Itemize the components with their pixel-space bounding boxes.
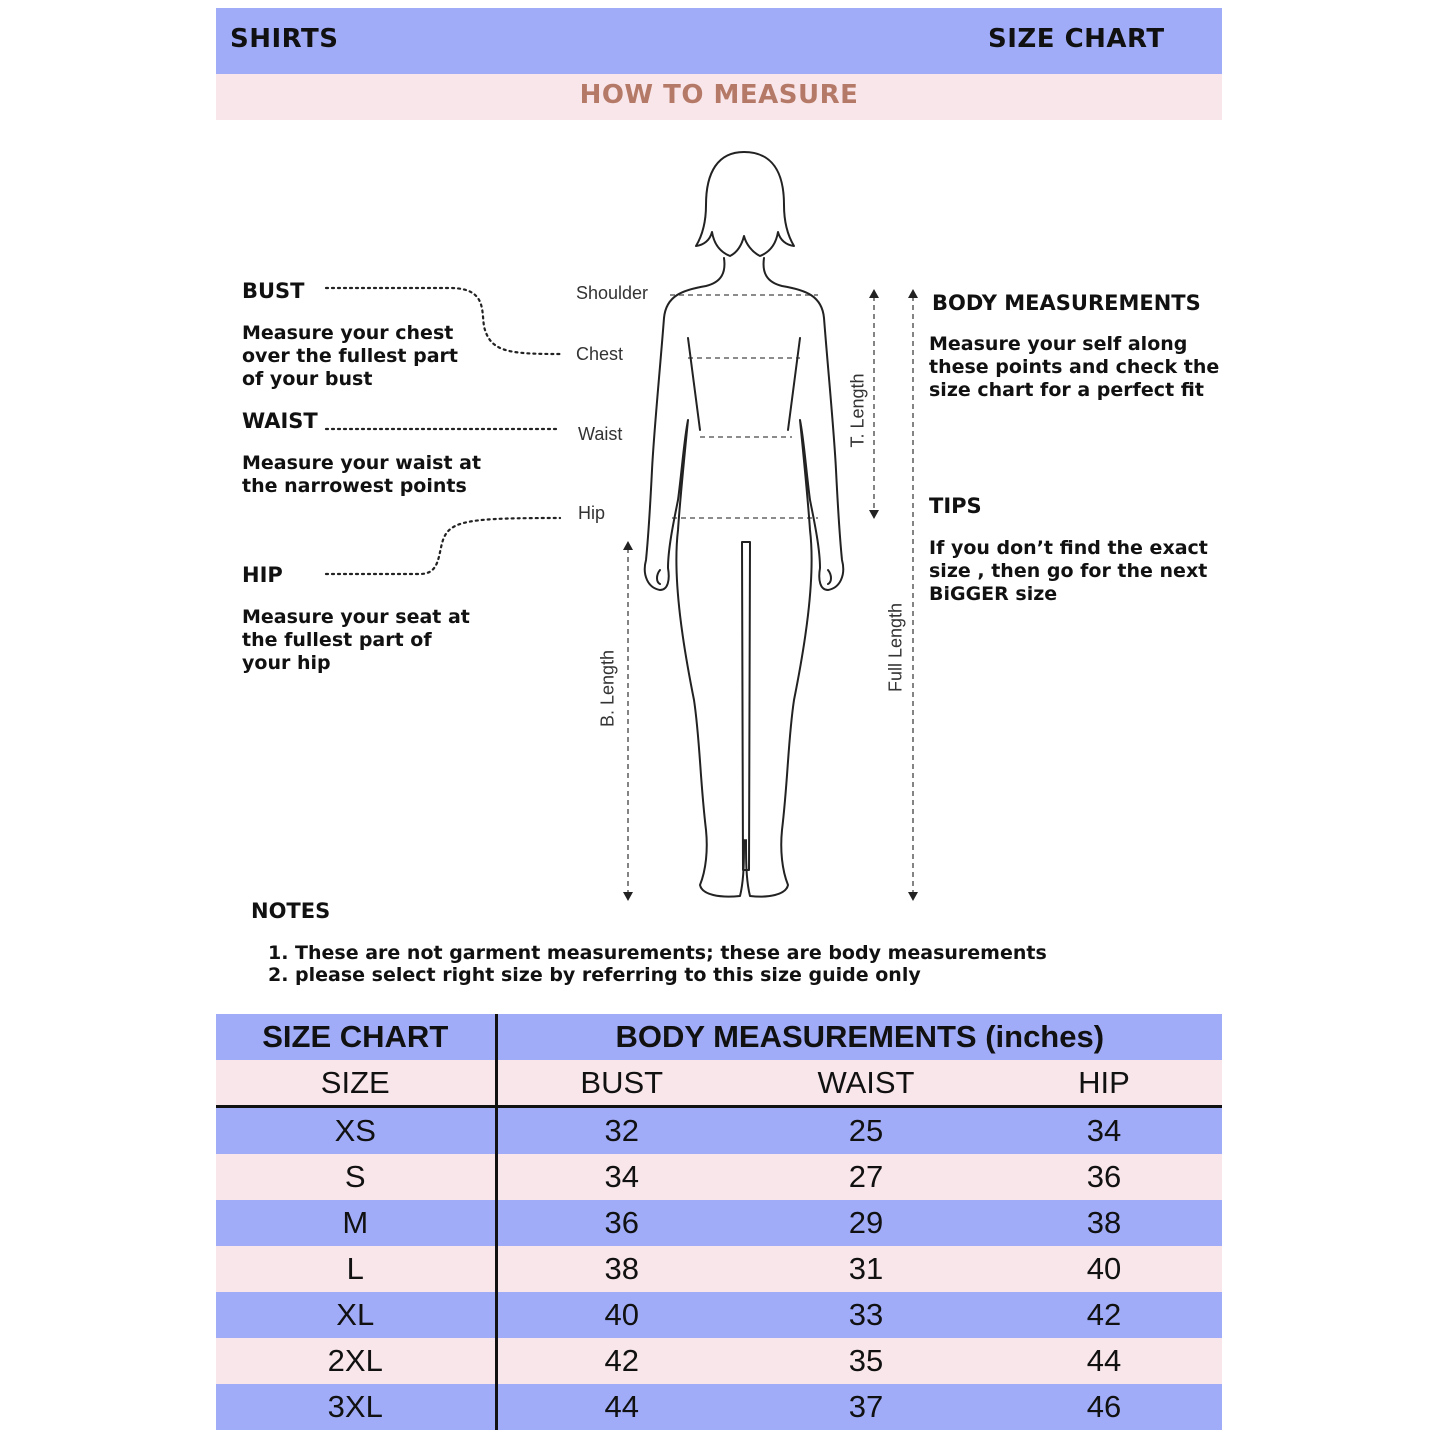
arrow-up-icon [908,289,918,298]
bust-cell: 40 [496,1292,746,1338]
note-item: 2. please select right size by referring to this size guide only [268,964,921,986]
table-row [216,1107,1222,1155]
arrow-down-icon [623,892,633,901]
tips-description [929,537,1208,606]
bust-line-2: over the fullest part [242,345,459,367]
tips-line-1: If you don’t find the exact [929,537,1208,559]
bust-cell: 36 [496,1200,746,1246]
body-measurements-title: BODY MEASUREMENTS [932,291,1201,315]
t-length-label: T. Length [847,373,868,448]
hip-cell: 42 [986,1292,1222,1338]
hip-line-1: Measure your seat at [242,606,470,628]
waist-cell: 27 [746,1154,986,1200]
waist-line-1: Measure your waist at [242,452,482,474]
waist-cell: 35 [746,1338,986,1384]
bust-title: BUST [242,279,305,303]
table-title-row [216,1014,1222,1060]
bust-pointer-line [326,288,560,354]
header-left-title: SHIRTS [230,24,339,54]
body-measurements-description [929,333,1219,402]
subheader-title: HOW TO MEASURE [579,80,859,110]
hip-line-2: the fullest part of [242,629,432,651]
hip-cell: 40 [986,1246,1222,1292]
bust-line-3: of your bust [242,368,373,390]
size-cell: 3XL [216,1384,496,1430]
head [696,152,794,256]
column-header-bust: BUST [496,1060,746,1107]
waist-cell: 33 [746,1292,986,1338]
waist-cell: 25 [746,1107,986,1155]
tips-title: TIPS [929,494,982,518]
size-chart-table [216,1014,1222,1430]
arrow-up-icon [623,541,633,550]
arrow-down-icon [869,510,879,519]
table-row [216,1200,1222,1246]
table-header-row [216,1060,1222,1107]
table-group-header: BODY MEASUREMENTS (inches) [496,1014,1222,1060]
hip-cell: 36 [986,1154,1222,1200]
size-cell: XS [216,1107,496,1155]
tips-line-2: size , then go for the next [929,560,1208,582]
waist-title: WAIST [242,409,318,433]
bust-cell: 34 [496,1154,746,1200]
full-length-label: Full Length [885,602,906,693]
size-cell: S [216,1154,496,1200]
tips-line-3: BiGGER size [929,583,1058,605]
column-header-waist: WAIST [746,1060,986,1107]
bust-cell: 44 [496,1384,746,1430]
arrow-down-icon [908,892,918,901]
table-row [216,1246,1222,1292]
size-cell: XL [216,1292,496,1338]
arrow-up-icon [869,289,879,298]
notes-title: NOTES [251,899,331,923]
hip-label: Hip [578,503,606,523]
table-row [216,1338,1222,1384]
measure-lines [628,295,913,894]
figure-right-outline [746,258,843,897]
hip-line-3: your hip [242,652,331,674]
note-item: 1. These are not garment measurements; these are body measurements [268,942,1047,964]
column-header-hip: HIP [986,1060,1222,1107]
waist-cell: 29 [746,1200,986,1246]
header-right-title: SIZE CHART [988,24,1165,54]
waist-line-2: the narrowest points [242,475,467,497]
body-measurements-line-2: these points and check the [929,356,1220,378]
body-measurements-line-1: Measure your self along [929,333,1188,355]
shoulder-label: Shoulder [576,283,649,303]
leg-gap [742,542,750,870]
size-cell: L [216,1246,496,1292]
waist-label: Waist [578,424,623,444]
table-row [216,1292,1222,1338]
bust-cell: 38 [496,1246,746,1292]
hip-cell: 34 [986,1107,1222,1155]
hip-pointer-line [326,518,560,574]
chest-label: Chest [576,344,624,364]
pointer-lines [326,288,560,574]
hip-cell: 38 [986,1200,1222,1246]
bust-cell: 32 [496,1107,746,1155]
hip-cell: 46 [986,1384,1222,1430]
bust-line-1: Measure your chest [242,322,454,344]
hip-title: HIP [242,563,283,587]
figure-left-outline [645,258,744,897]
b-length-label: B. Length [597,649,618,728]
table-title: SIZE CHART [216,1014,496,1060]
waist-cell: 31 [746,1246,986,1292]
human-figure [645,152,843,897]
hands [657,570,831,584]
column-header-size: SIZE [216,1060,496,1107]
hip-cell: 44 [986,1338,1222,1384]
body-measurements-line-3: size chart for a perfect fit [929,379,1204,401]
waist-cell: 37 [746,1384,986,1430]
size-cell: M [216,1200,496,1246]
torso-curves [688,338,800,430]
bust-cell: 42 [496,1338,746,1384]
table-row [216,1154,1222,1200]
size-cell: 2XL [216,1338,496,1384]
table-row [216,1384,1222,1430]
